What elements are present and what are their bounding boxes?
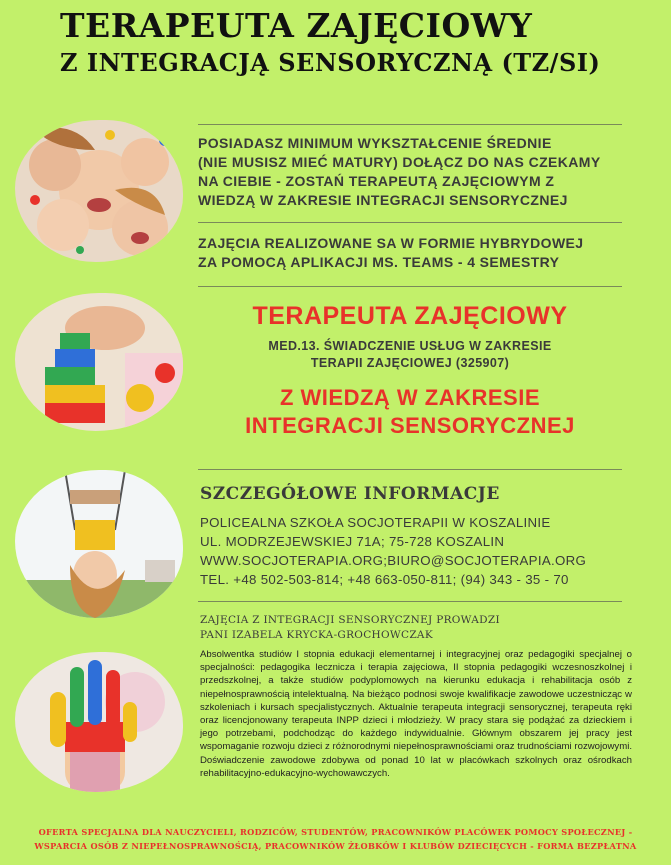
divider (198, 286, 622, 287)
divider (198, 469, 622, 470)
instructor-line: ZAJĘCIA Z INTEGRACJI SENSORYCZNEJ PROWADZI (200, 614, 500, 626)
course-section (198, 300, 622, 440)
footer-line: OFERTA SPECJALNA DLA NAUCZYCIELI, RODZICÓW, STUDENTÓW, PRACOWNIKÓW PLACÓWEK POMOCY SPOŁECZNEJ - (38, 827, 633, 837)
course-subheading-line: INTEGRACJI SENSORYCZNEJ (245, 413, 575, 438)
details-heading: SZCZEGÓŁOWE INFORMACJE (200, 484, 500, 504)
intro-line: WIEDZĄ W ZAKRESIE INTEGRACJI SENSORYCZNEJ (198, 192, 568, 208)
website-email-link[interactable]: WWW.SOCJOTERAPIA.ORG;BIURO@SOCJOTERAPIA.ORG (200, 553, 587, 568)
building-blocks-photo (15, 293, 183, 431)
page-subtitle: Z INTEGRACJĄ SENSORYCZNĄ (TZ/SI) (60, 48, 601, 77)
course-code-line: TERAPII ZAJĘCIOWEJ (325907) (310, 356, 510, 370)
school-address: UL. MODRZEJEWSKIEJ 71A; 75-728 KOSZALIN (200, 534, 505, 549)
course-heading: TERAPEUTA ZAJĘCIOWY (252, 302, 568, 330)
intro-text (198, 134, 601, 210)
divider (198, 222, 622, 223)
course-subheading (198, 384, 622, 440)
course-format (198, 234, 583, 272)
format-line: ZA POMOCĄ APLIKACJI MS. TEAMS - 4 SEMESTRY (198, 254, 560, 270)
instructor-name: PANI IZABELA KRYCKA-GROCHOWCZAK (200, 629, 433, 641)
phone-numbers[interactable]: TEL. +48 502-503-814; +48 663-050-811; (94) 343 - 35 - 70 (200, 572, 569, 587)
divider (198, 124, 622, 125)
course-code (198, 338, 622, 372)
footer-line: WSPARCIA OSÓB Z NIEPEŁNOSPRAWNOŚCIĄ, PRACOWNIKÓW ŻŁOBKÓW I KLUBÓW DZIECIĘCYCH - FORMA BEZPŁATNA (34, 841, 637, 851)
course-subheading-line: Z WIEDZĄ W ZAKRESIE (279, 385, 541, 410)
intro-line: (NIE MUSISZ MIEĆ MATURY) DOŁĄCZ DO NAS CZEKAMY (198, 154, 601, 170)
page-title: TERAPEUTA ZAJĘCIOWY (60, 6, 533, 45)
instructor-bio: Absolwentka studiów I stopnia edukacji elementarnej i integracyjnej oraz pedagogiki specjalnej o specjalności: pedagogika lecznicza i terapia zajęciowa, II stopnia pedagogiki wczesnoszkolnej i przedszkolnej, a także studiów podyplomowych na kierunku edukacja i rehabilitacja osób z niepełnosprawnością intelektualną. Na bieżąco podnosi swoje kwalifikacje zawodowe uczestnicząc w szkoleniach i kursach specjalistycznych. Aktualnie terapeuta integracji sensorycznej, terapeuta ręki oraz licencjonowany terapeuta INPP dzieci i młodzieży. W pracy stara się podążać za dzieckiem i jego potrzebami, podchodząc do każdego indywidualnie. Głównym obszarem jej pracy jest wspomaganie rozwoju dzieci z różnorodnymi niepełnosprawnościami oraz trudnościami rozwojowymi. Doświadczenie zawodowe zdobywa od ponad 10 lat w placówkach szkolnych oraz ośrodkach rehabilitacyjno-edukacyjno-wychowawczych. (200, 649, 632, 779)
intro-line: NA CIEBIE - ZOSTAŃ TERAPEUTĄ ZAJĘCIOWYM Z (198, 173, 555, 189)
intro-line: POSIADASZ MINIMUM WYKSZTAŁCENIE ŚREDNIE (198, 135, 552, 151)
contact-info (200, 513, 586, 589)
course-code-line: MED.13. ŚWIADCZENIE USŁUG W ZAKRESIE (268, 339, 552, 353)
children-photo (15, 120, 183, 262)
school-name: POLICEALNA SZKOŁA SOCJOTERAPII W KOSZALINIE (200, 515, 551, 530)
format-line: ZAJĘCIA REALIZOWANE SA W FORMIE HYBRYDOWEJ (198, 235, 584, 251)
instructor-heading (200, 613, 500, 643)
painted-hand-photo (15, 652, 183, 792)
child-swing-photo (15, 470, 183, 618)
divider (198, 601, 622, 602)
